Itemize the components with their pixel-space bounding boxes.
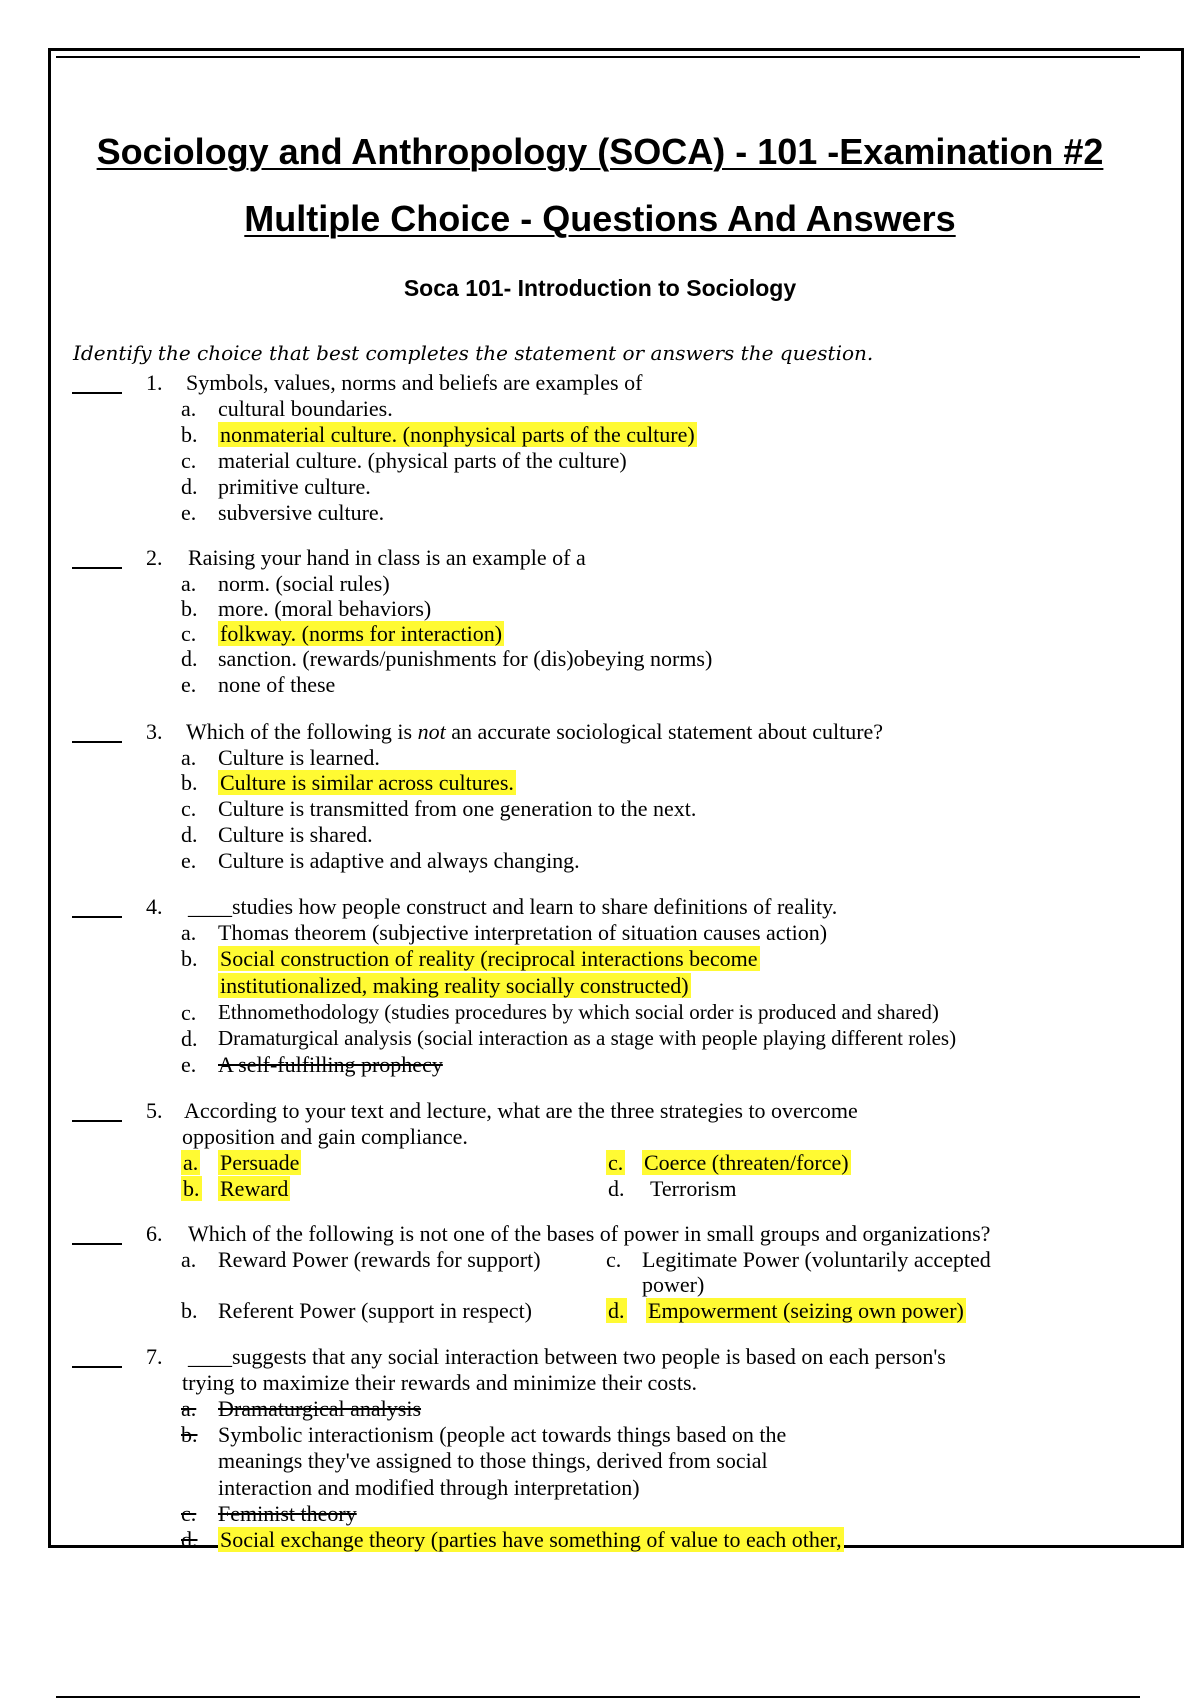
option-text: Terrorism <box>650 1176 737 1201</box>
answer-blank[interactable] <box>72 1366 122 1368</box>
option-text: cultural boundaries. <box>218 396 393 421</box>
option-letter: d. <box>181 474 198 499</box>
answer-blank[interactable] <box>72 1120 122 1122</box>
fill-in-blank: ____ <box>188 1344 232 1369</box>
option-text-answer: Culture is similar across cultures. <box>220 770 514 795</box>
option-text: none of these <box>218 672 336 697</box>
option-letter: e. <box>181 848 197 873</box>
question-number: 4. <box>146 894 163 919</box>
option-text-answer: Empowerment (seizing own power) <box>648 1298 964 1323</box>
option-letter: e. <box>181 500 197 525</box>
option-letter: b. <box>181 770 198 795</box>
option-letter: c. <box>181 621 197 646</box>
question-text: Raising your hand in class is an example of a <box>188 545 586 570</box>
question-text: Symbols, values, norms and beliefs are examples of <box>186 370 643 395</box>
option-letter: a. <box>181 396 197 421</box>
option-letter: e. <box>181 1052 197 1077</box>
option-text: Culture is learned. <box>218 745 380 770</box>
question-text: Which of the following is not an accurate sociological statement about culture? <box>186 719 884 744</box>
option-letter: a. <box>181 571 197 596</box>
option-letter: a. <box>181 745 197 770</box>
option-text-answer: Persuade <box>220 1150 300 1175</box>
option-letter: d. <box>181 646 198 671</box>
option-text-answer: Coerce (threaten/force) <box>644 1150 849 1175</box>
option-letter: a. <box>181 1396 197 1421</box>
option-text: primitive culture. <box>218 474 371 499</box>
option-letter: a. <box>181 920 197 945</box>
option-text: more. (moral behaviors) <box>218 596 432 621</box>
option-text: Reward Power (rewards for support) <box>218 1247 541 1272</box>
option-letter: b. <box>181 946 198 971</box>
option-text-struck: Feminist theory <box>218 1501 357 1526</box>
option-letter: d. <box>608 1176 625 1201</box>
top-rule <box>56 56 1140 58</box>
option-letter: d. <box>608 1298 625 1323</box>
option-text: Dramaturgical analysis (social interaction as a stage with people playing different roles) <box>218 1026 957 1050</box>
option-letter: b. <box>181 1298 198 1323</box>
question-text: Which of the following is not one of the bases of power in small groups and organizations? <box>188 1221 991 1246</box>
option-letter: c. <box>181 1501 197 1526</box>
option-letter: a. <box>183 1150 199 1175</box>
option-letter: c. <box>608 1150 624 1175</box>
option-text: Symbolic interactionism (people act towards things based on the <box>218 1422 787 1447</box>
option-text: Ethnomethodology (studies procedures by which social order is produced and shared) <box>218 1000 939 1024</box>
option-text: norm. (social rules) <box>218 571 390 596</box>
option-letter: c. <box>606 1247 622 1272</box>
option-text-answer: Social exchange theory (parties have something of value to each other, <box>220 1527 842 1552</box>
question-number: 6. <box>146 1221 163 1246</box>
option-letter: a. <box>181 1247 197 1272</box>
option-letter: b. <box>183 1176 200 1201</box>
question-text: According to your text and lecture, what are the three strategies to overcome <box>184 1098 858 1123</box>
option-text: power) <box>642 1272 705 1297</box>
question-text: ____suggests that any social interaction between two people is based on each person's <box>188 1344 946 1369</box>
option-text-answer: Social construction of reality (reciprocal interactions become <box>220 946 758 971</box>
answer-blank[interactable] <box>72 567 122 569</box>
question-text: ____studies how people construct and learn to share definitions of reality. <box>188 894 838 919</box>
question-text: trying to maximize their rewards and minimize their costs. <box>182 1370 698 1395</box>
option-letter: c. <box>181 1000 197 1025</box>
option-letter: b. <box>181 1422 198 1447</box>
question-number: 3. <box>146 719 163 744</box>
fill-in-blank: ____ <box>188 894 232 919</box>
option-text: interaction and modified through interpretation) <box>218 1475 640 1500</box>
option-text: Culture is adaptive and always changing. <box>218 848 580 873</box>
option-text-answer: folkway. (norms for interaction) <box>220 621 503 646</box>
option-text: Culture is shared. <box>218 822 373 847</box>
exam-title: Sociology and Anthropology (SOCA) - 101 -Examination #2 <box>96 131 1104 172</box>
bottom-rule <box>56 1696 1140 1698</box>
question-text: opposition and gain compliance. <box>182 1124 468 1149</box>
instructions: Identify the choice that best completes the statement or answers the question. <box>73 341 874 365</box>
option-text-struck: A self-fulfilling prophecy <box>218 1052 443 1077</box>
option-text: sanction. (rewards/punishments for (dis)obeying norms) <box>218 646 713 671</box>
option-letter: e. <box>181 672 197 697</box>
course-title: Soca 101- Introduction to Sociology <box>403 275 797 301</box>
option-letter: b. <box>181 422 198 447</box>
question-number: 5. <box>146 1098 163 1123</box>
option-letter: b. <box>181 596 198 621</box>
question-number: 1. <box>146 370 163 395</box>
option-letter: c. <box>181 796 197 821</box>
option-text: material culture. (physical parts of the culture) <box>218 448 627 473</box>
question-number: 2. <box>146 545 163 570</box>
answer-blank[interactable] <box>72 392 122 394</box>
question-number: 7. <box>146 1344 163 1369</box>
option-text: subversive culture. <box>218 500 385 525</box>
option-text-answer: institutionalized, making reality socially constructed) <box>220 973 689 998</box>
option-letter: c. <box>181 448 197 473</box>
option-text: Referent Power (support in respect) <box>218 1298 533 1323</box>
option-text-answer: Reward <box>220 1176 289 1201</box>
option-text: Thomas theorem (subjective interpretation of situation causes action) <box>218 920 828 945</box>
option-letter: d. <box>181 1026 198 1051</box>
option-text-struck: Dramaturgical analysis <box>218 1396 422 1421</box>
answer-blank[interactable] <box>72 1243 122 1245</box>
option-text: meanings they've assigned to those things, derived from social <box>218 1448 768 1473</box>
option-text-answer: nonmaterial culture. (nonphysical parts of the culture) <box>220 422 695 447</box>
option-letter: d. <box>181 1527 198 1552</box>
answer-blank[interactable] <box>72 741 122 743</box>
option-letter: d. <box>181 822 198 847</box>
answer-blank[interactable] <box>72 916 122 918</box>
option-text: Culture is transmitted from one generation to the next. <box>218 796 697 821</box>
option-text: Legitimate Power (voluntarily accepted <box>642 1247 991 1272</box>
exam-subtitle: Multiple Choice - Questions And Answers <box>244 198 956 239</box>
